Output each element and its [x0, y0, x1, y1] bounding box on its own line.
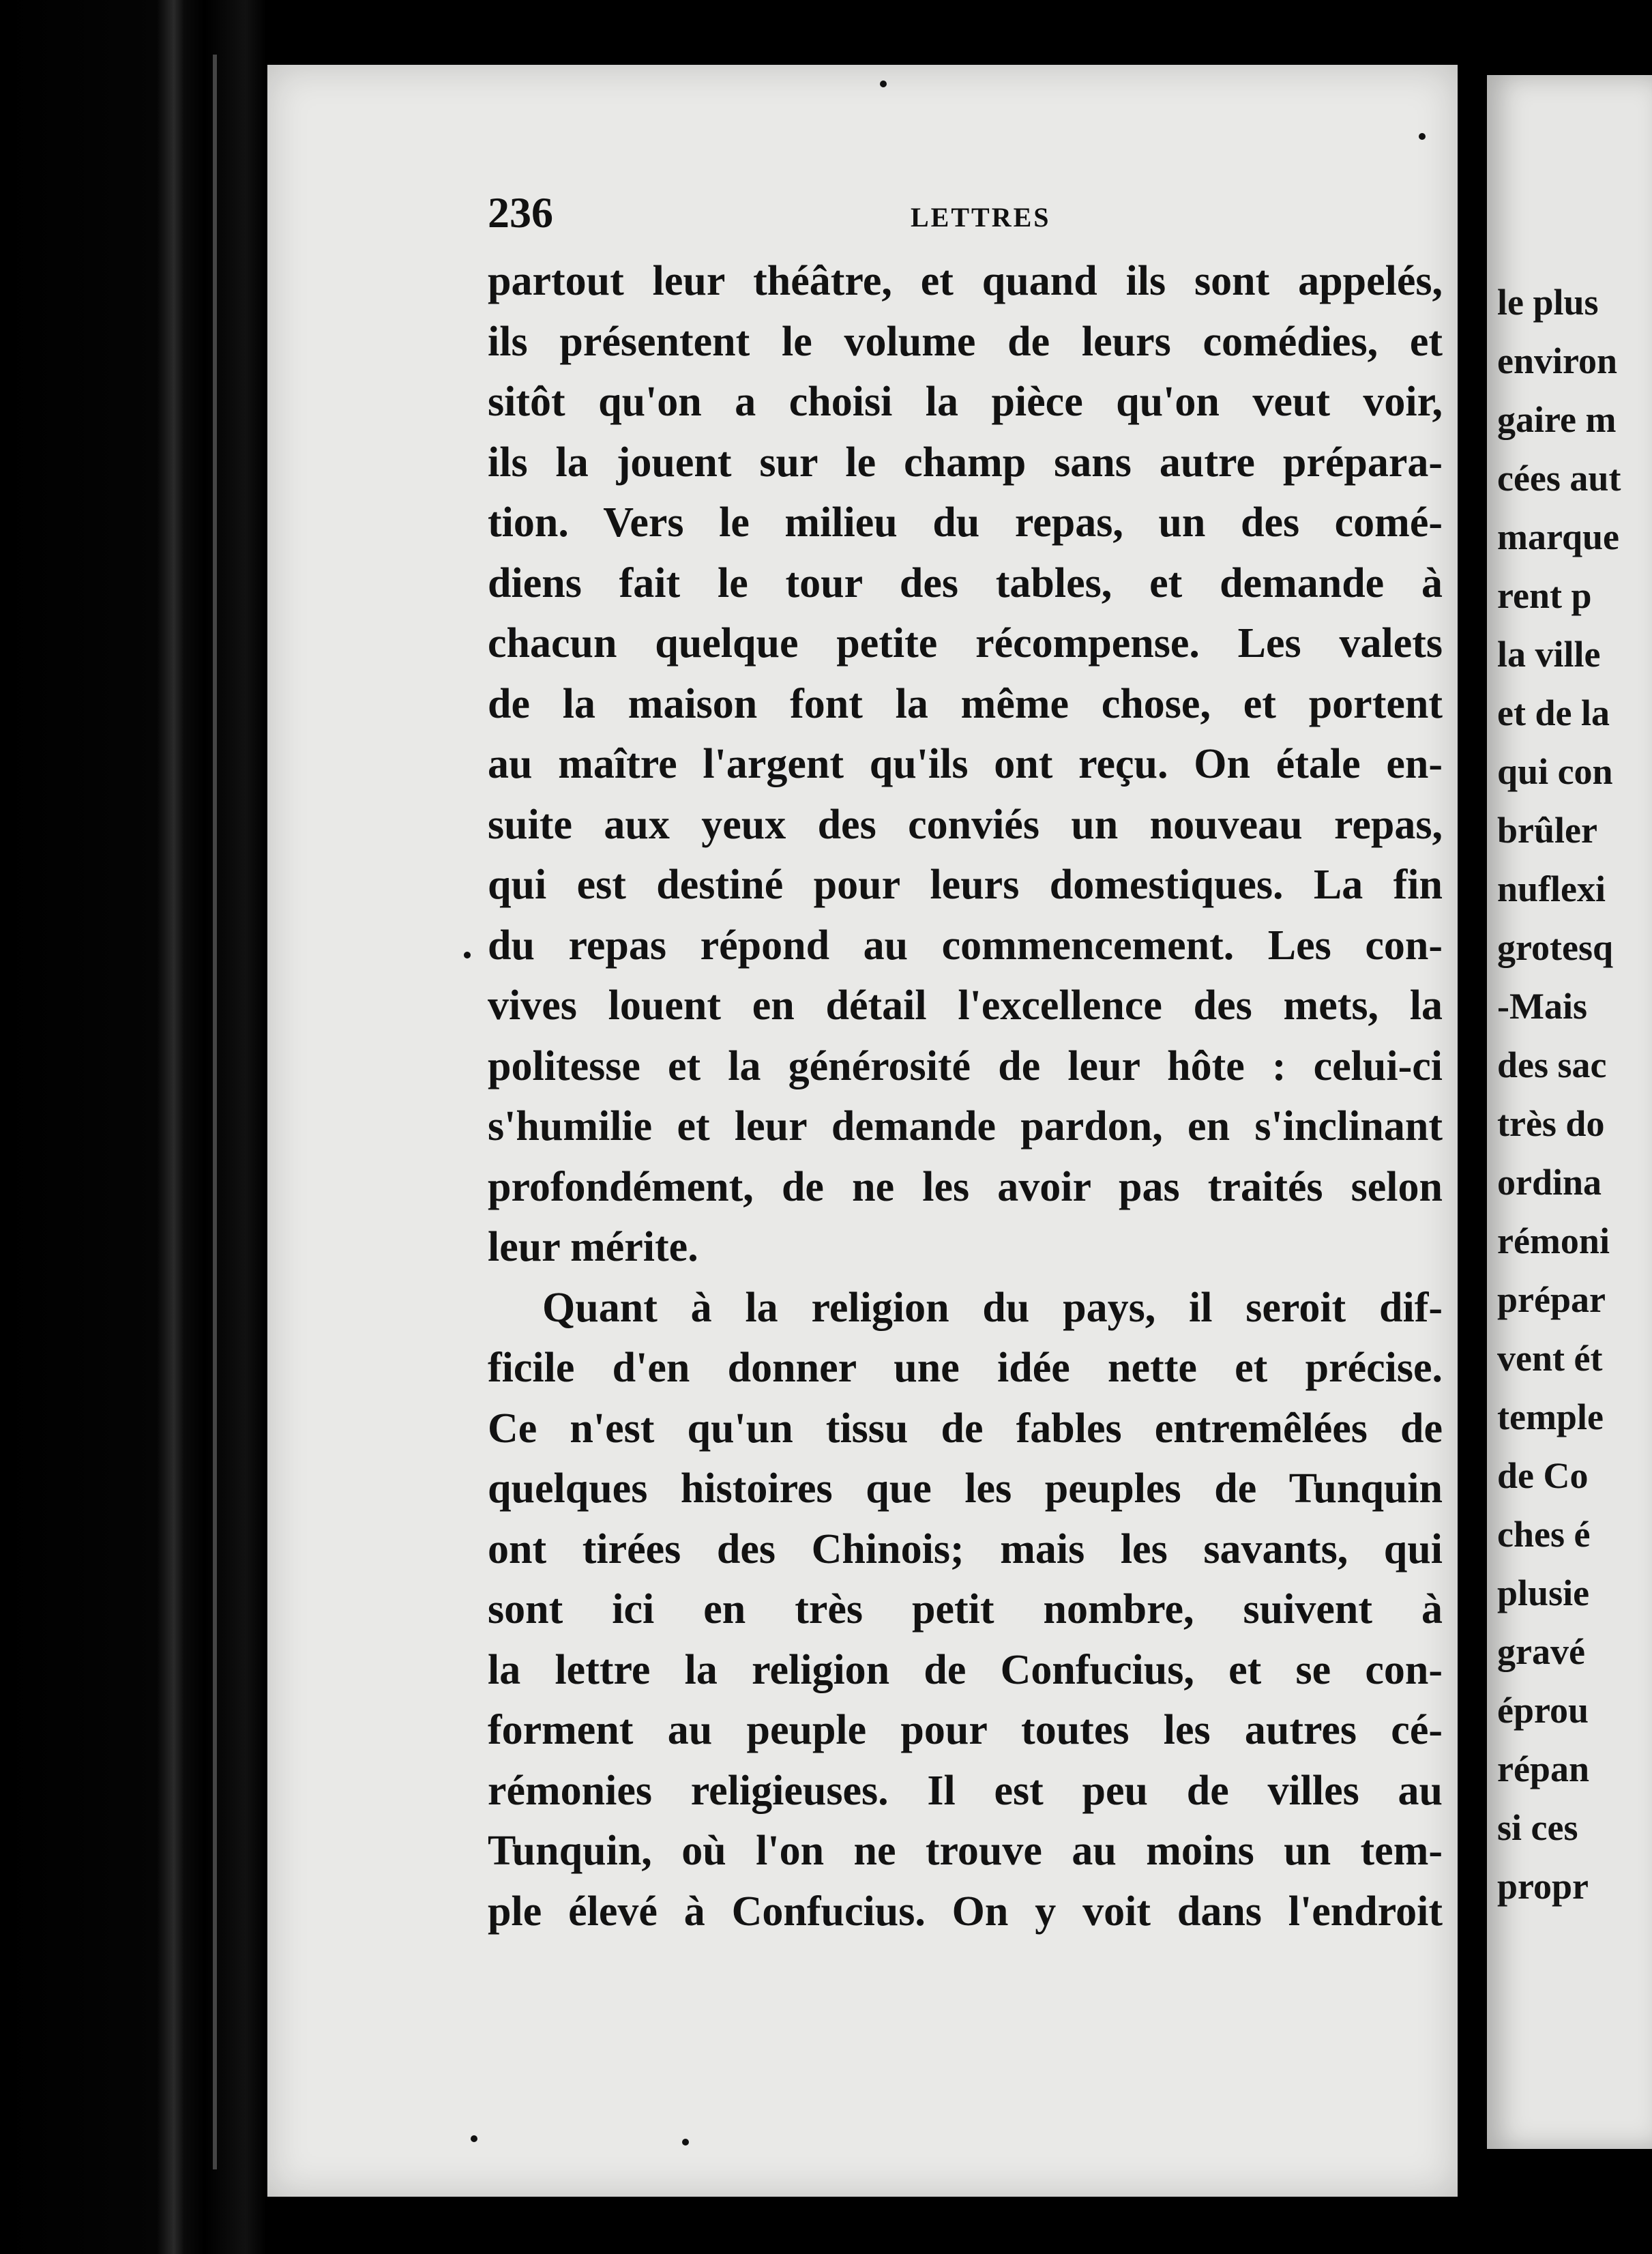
- left-page-text: [488, 251, 1443, 1942]
- text-line: ils la jouent sur le champ sans autre prépara-: [488, 439, 1443, 486]
- text-line: cées aut: [1497, 458, 1621, 499]
- text-line: partout leur théâtre, et quand ils sont appelés,: [488, 258, 1443, 304]
- text-line: si ces: [1497, 1807, 1578, 1848]
- text-line: ficile d'en donner une idée nette et précise.: [488, 1345, 1443, 1391]
- text-line: le plus: [1497, 282, 1599, 323]
- text-line: Tunquin, où l'on ne trouve au moins un tem-: [488, 1828, 1443, 1874]
- text-line: ordina: [1497, 1162, 1602, 1203]
- binding-edge: [213, 55, 217, 2169]
- text-line: vives louent en détail l'excellence des mets, la: [488, 982, 1443, 1029]
- text-line: grotesq: [1497, 927, 1613, 968]
- text-line: prépar: [1497, 1279, 1606, 1320]
- text-line: ils présentent le volume de leurs comédies, et: [488, 318, 1443, 365]
- text-line: et de la: [1497, 692, 1610, 733]
- text-line: -Mais: [1497, 986, 1587, 1027]
- text-line: du repas répond au commencement. Les con-: [488, 922, 1443, 969]
- right-page-text: [1497, 273, 1652, 1916]
- text-line: s'humilie et leur demande pardon, en s'inclinant: [488, 1103, 1443, 1150]
- text-line: brûler: [1497, 810, 1597, 851]
- ink-speck: [471, 2135, 477, 2142]
- text-line: chacun quelque petite récompense. Les valets: [488, 620, 1443, 667]
- ink-speck: [880, 80, 887, 87]
- text-line: vent ét: [1497, 1338, 1603, 1379]
- running-head: [488, 188, 1456, 242]
- paragraph-end-line: leur mérite.: [488, 1224, 698, 1270]
- text-line: qui con: [1497, 751, 1613, 792]
- text-line: propr: [1497, 1866, 1589, 1907]
- text-line: plusie: [1497, 1572, 1590, 1613]
- text-line: ches é: [1497, 1514, 1591, 1555]
- text-line: rémoni: [1497, 1220, 1610, 1261]
- text-line: profondément, de ne les avoir pas traités selon: [488, 1163, 1443, 1210]
- text-line: gaire m: [1497, 399, 1617, 440]
- text-line: nuflexi: [1497, 868, 1606, 909]
- text-line: ont tirées des Chinois; mais les savants, qui: [488, 1525, 1443, 1572]
- text-line: très do: [1497, 1103, 1605, 1144]
- text-line: temple: [1497, 1396, 1604, 1437]
- page-gutter: [1458, 41, 1487, 2224]
- text-line: tion. Vers le milieu du repas, un des comé-: [488, 499, 1443, 546]
- text-line: au maître l'argent qu'ils ont reçu. On étale en-: [488, 741, 1443, 787]
- text-line: diens fait le tour des tables, et demande à: [488, 559, 1443, 606]
- book-binding-left: [0, 0, 266, 2254]
- ink-speck: [1419, 133, 1426, 140]
- text-line: de Co: [1497, 1455, 1589, 1496]
- text-line: la lettre la religion de Confucius, et se con-: [488, 1646, 1443, 1693]
- text-line: Ce n'est qu'un tissu de fables entremêlées de: [488, 1405, 1443, 1452]
- text-line: des sac: [1497, 1044, 1607, 1085]
- text-line: qui est destiné pour leurs domestiques. La fin: [488, 862, 1443, 908]
- text-line: politesse et la générosité de leur hôte : celui-ci: [488, 1042, 1443, 1089]
- page-number: 236: [488, 188, 553, 237]
- text-line: sitôt qu'on a choisi la pièce qu'on veut voir,: [488, 379, 1443, 425]
- ink-speck: [464, 952, 471, 958]
- text-line: rémonies religieuses. Il est peu de villes au: [488, 1767, 1443, 1814]
- text-line: suite aux yeux des conviés un nouveau repas,: [488, 801, 1443, 848]
- text-line: éprou: [1497, 1690, 1589, 1731]
- text-line: ple élevé à Confucius. On y voit dans l'endroit: [488, 1888, 1443, 1935]
- text-line: la ville: [1497, 634, 1601, 675]
- text-line: répan: [1497, 1748, 1589, 1789]
- text-line: de la maison font la même chose, et portent: [488, 680, 1443, 727]
- ink-speck: [682, 2139, 689, 2146]
- paragraph-start-line: Quant à la religion du pays, il seroit dif-: [542, 1284, 1443, 1331]
- text-line: forment au peuple pour toutes les autres cé-: [488, 1707, 1443, 1753]
- text-line: quelques histoires que les peuples de Tunquin: [488, 1465, 1443, 1512]
- text-line: gravé: [1497, 1631, 1585, 1672]
- text-line: rent p: [1497, 575, 1592, 616]
- text-line: marque: [1497, 516, 1620, 557]
- running-title: LETTRES: [911, 202, 1051, 233]
- text-line: sont ici en très petit nombre, suivent à: [488, 1586, 1443, 1633]
- text-line: environ: [1497, 340, 1618, 381]
